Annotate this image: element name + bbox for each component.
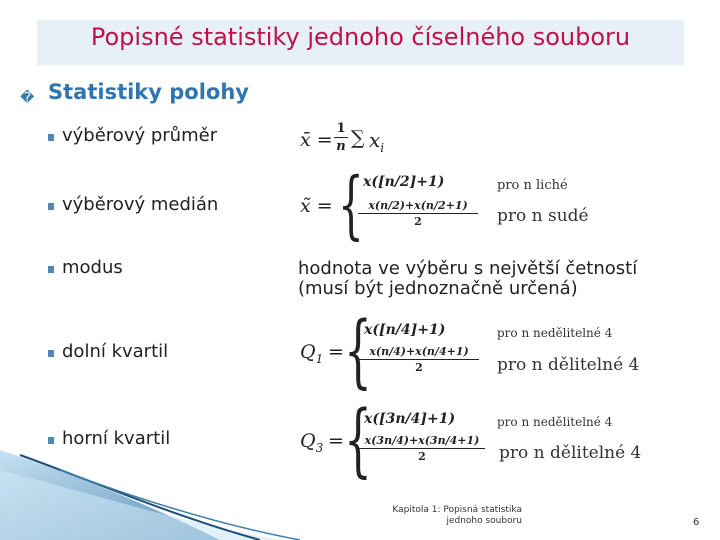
q3-case1-expr: x([3n/4]+1) [364, 411, 456, 427]
q1-brace: { [344, 304, 372, 397]
q1-letter: Q [300, 341, 316, 363]
q3-letter: Q [300, 430, 316, 452]
q1-case2-den: 2 [415, 361, 423, 374]
q3-case1-cond: pro n nedělitelné 4 [497, 415, 613, 429]
mean-xi [369, 128, 384, 155]
mean-numerator: 1 [334, 121, 348, 138]
median-case2-num: x(n/2)+x(n/2+1) [358, 199, 478, 214]
median-case1-cond: pro n liché [497, 178, 568, 193]
mean-denominator: n [336, 139, 346, 154]
mean-lhs: x̄ = [300, 129, 333, 151]
bullet-square [48, 134, 54, 141]
median-brace: { [338, 162, 364, 248]
q3-brace: { [344, 393, 372, 486]
modus-definition [298, 259, 637, 299]
sum-symbol: ∑ [351, 127, 365, 149]
q3-case2-num: x(3n/4)+x(3n/4+1) [359, 434, 485, 449]
median-case2-cond: pro n sudé [497, 206, 589, 226]
bullet-square [48, 203, 54, 210]
section-heading: Statistiky polohy [48, 80, 249, 104]
footer-line2: jednoho souboru [446, 516, 522, 526]
median-case2-fraction [358, 199, 478, 228]
modus-line2: (musí být jednoznačně určená) [298, 278, 578, 299]
modus-line1: hodnota ve výběru s největší četností [298, 258, 638, 279]
decorative-wave [0, 440, 400, 540]
median-lhs: x̃ = [300, 195, 333, 217]
footer-chapter [372, 505, 522, 527]
item-label-modus: modus [62, 257, 123, 278]
item-label-q3: horní kvartil [62, 428, 171, 449]
q1-lhs [300, 341, 323, 366]
median-case2-den: 2 [414, 215, 422, 228]
q1-eq: = [328, 341, 344, 363]
q3-case2-den: 2 [418, 450, 426, 463]
page-number: 6 [693, 517, 700, 528]
q1-case2-num: x(n/4)+x(n/4+1) [359, 345, 479, 360]
q1-case2-cond: pro n dělitelné 4 [497, 355, 640, 375]
q1-sub: 1 [315, 351, 324, 366]
mean-fraction [334, 121, 348, 154]
mean-sub-i: i [380, 141, 385, 155]
q1-case1-expr: x([n/4]+1) [364, 322, 446, 338]
bullet-square [48, 350, 54, 357]
section-bullet: � [20, 90, 35, 106]
q3-sub: 3 [315, 440, 324, 455]
mean-x: x [369, 128, 381, 152]
q1-case1-cond: pro n nedělitelné 4 [497, 326, 613, 340]
q3-case2-cond: pro n dělitelné 4 [499, 443, 642, 463]
item-label-q1: dolní kvartil [62, 341, 169, 362]
footer-line1: Kapitola 1: Popisná statistika [392, 505, 522, 515]
median-case1-expr: x([n/2]+1) [363, 174, 445, 190]
slide-title: Popisné statistiky jednoho číselného souboru [90, 23, 631, 51]
item-label-mean: výběrový průměr [62, 125, 218, 146]
q3-eq: = [328, 430, 344, 452]
bullet-square [48, 266, 54, 273]
q1-case2-fraction [359, 345, 479, 374]
item-label-median: výběrový medián [62, 194, 219, 215]
